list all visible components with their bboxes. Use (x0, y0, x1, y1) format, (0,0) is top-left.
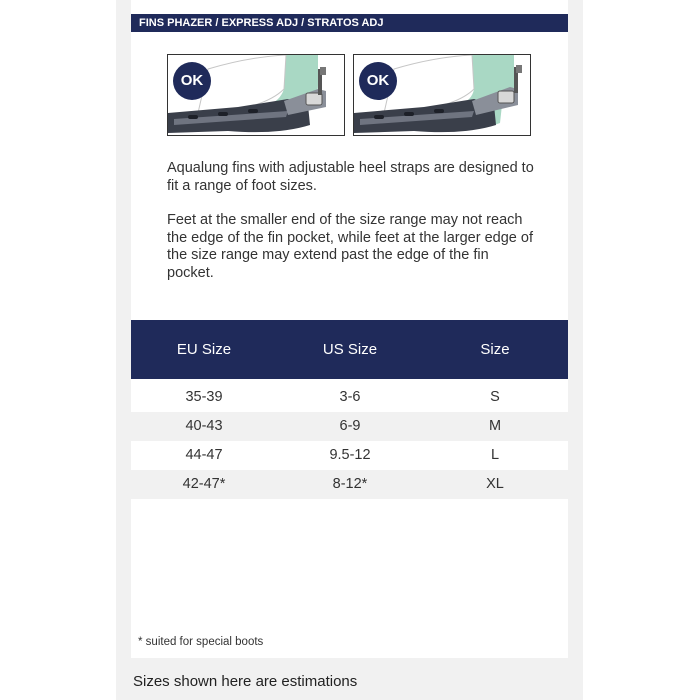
cell-us-size: 3-6 (339, 389, 361, 405)
cell-eu-size: 40-43 (185, 418, 223, 434)
cell-eu-size: 35-39 (185, 389, 223, 405)
header-us-size: US Size (322, 341, 378, 358)
cell-eu-size: 44-47 (185, 447, 223, 463)
cell-size: XL (486, 476, 504, 492)
table-row (131, 470, 568, 499)
cell-size: M (488, 418, 502, 434)
table-row (131, 412, 568, 441)
footnote: * suited for special boots (138, 636, 264, 648)
cell-size: S (490, 389, 500, 405)
table-row (131, 441, 568, 470)
description-paragraph-2: Feet at the smaller end of the size range may not reach the edge of the fin pocket, while feet at the larger edge of the size range may extend past the edge of the fin pocket. (167, 212, 533, 281)
cell-us-size: 9.5-12 (329, 447, 371, 463)
fin-fit-figure-2 (353, 54, 531, 136)
ok-badge-label: OK (366, 72, 390, 89)
size-table-header (131, 320, 568, 379)
size-chart-title: FINS PHAZER / EXPRESS ADJ / STRATOS ADJ (131, 14, 568, 32)
table-row (131, 383, 568, 412)
description-paragraph-1: Aqualung fins with adjustable heel straps are designed to fit a range of foot sizes. (167, 160, 534, 194)
header-eu-size: EU Size (176, 341, 232, 358)
cell-size: L (490, 447, 500, 463)
cell-eu-size: 42-47* (182, 476, 226, 492)
estimation-note: Sizes shown here are estimations (133, 673, 358, 690)
cell-us-size: 6-9 (339, 418, 361, 434)
ok-badge-label: OK (180, 72, 204, 89)
cell-us-size: 8-12* (332, 476, 368, 492)
fin-fit-figure-1 (167, 54, 345, 136)
header-size: Size (480, 341, 510, 358)
